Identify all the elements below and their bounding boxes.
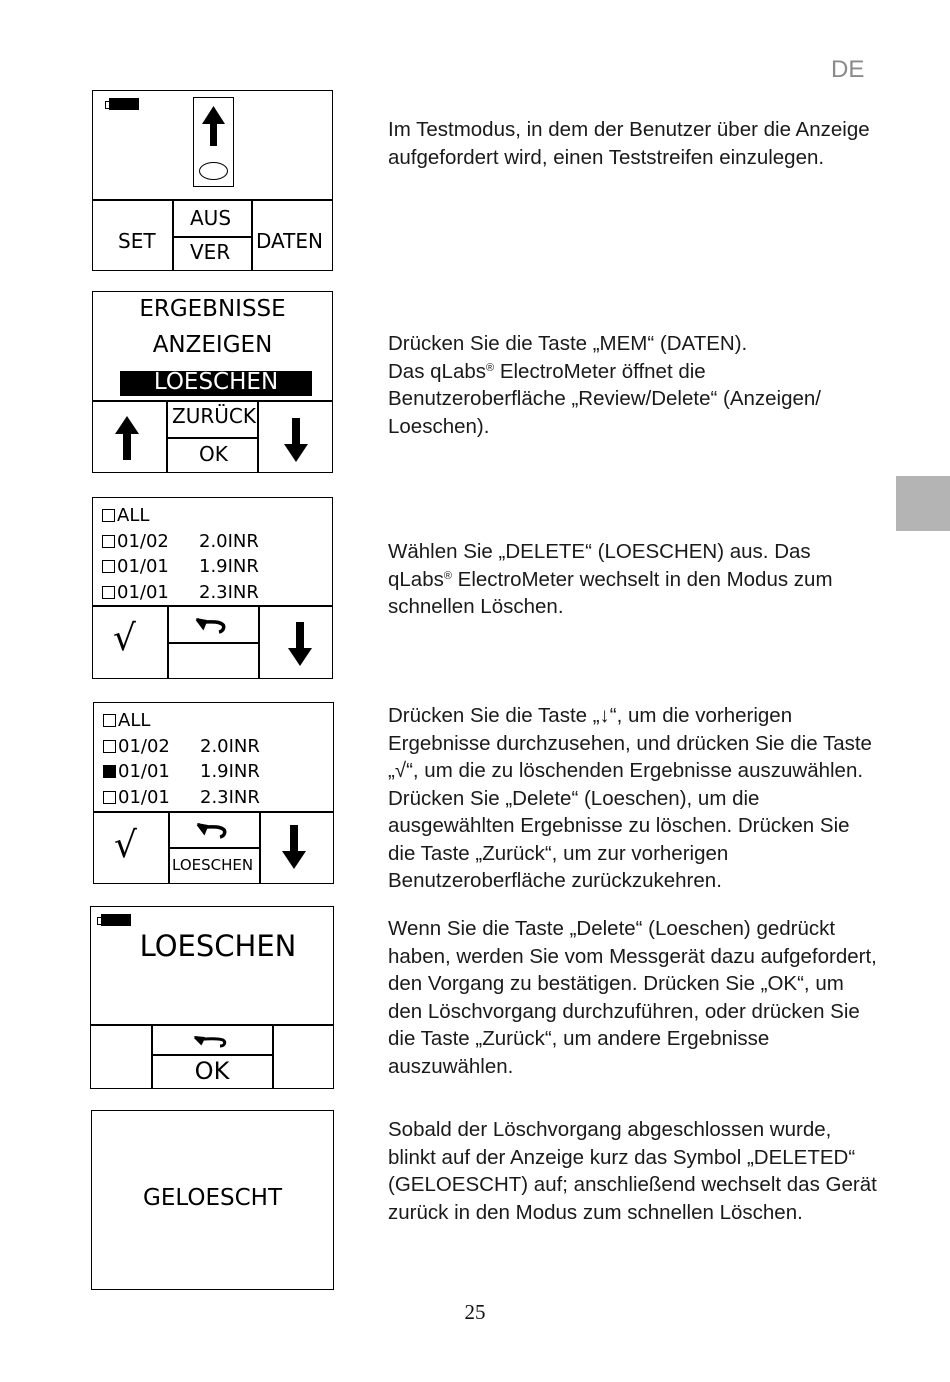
menu-item-ergebnisse: ERGEBNISSE — [139, 296, 286, 322]
screen-review-delete — [92, 291, 333, 473]
list-item: 01/02 2.0INR — [103, 736, 170, 757]
section-tab-marker — [896, 476, 950, 531]
softkey-aus: AUS — [190, 206, 232, 230]
menu-item-loeschen: LOESCHEN — [153, 369, 279, 395]
list-item: 01/01 2.3INR — [102, 582, 169, 603]
checkbox-checked-icon — [103, 765, 116, 778]
softkey-ok: OK — [199, 442, 228, 466]
checkbox-icon — [103, 740, 116, 753]
checkbox-icon — [102, 586, 115, 599]
strip-slot-oval — [199, 162, 228, 180]
checkmark-icon: √ — [113, 618, 136, 659]
checkbox-icon — [103, 714, 116, 727]
back-arrow-icon — [194, 819, 230, 841]
screen-deleted — [91, 1110, 334, 1290]
list-item: 01/01 1.9INR — [102, 556, 169, 577]
battery-icon — [109, 98, 139, 110]
page-number: 25 — [464, 1300, 486, 1324]
checkbox-icon — [102, 509, 115, 522]
arrow-down-icon — [274, 823, 314, 873]
back-arrow-icon — [191, 1032, 231, 1050]
test-strip-icon — [193, 97, 234, 187]
softkey-ok: OK — [194, 1057, 230, 1085]
list-item: 01/02 2.0INR — [102, 531, 169, 552]
list-item-all: ALL — [103, 710, 150, 731]
paragraph-browse-select: Drücken Sie die Taste „↓“, um die vorherigen Ergebnisse durchzusehen, und drücken Sie die Taste „√“, um die zu löschenden Ergebnisse auszuwählen. Drücken Sie „Delete“ (Loeschen), um die ausgewählten Ergebnisse zu löschen. Drücken Sie die Taste „Zurück“, um zur vorherigen Benutzeroberfläche zurückzukehren. — [388, 704, 872, 892]
paragraph-select-delete: Wählen Sie „DELETE“ (LOESCHEN) aus. Das qLabs® ElectroMeter wechselt in den Modus zum schnellen Löschen. — [388, 540, 833, 618]
paragraph-test-mode: Im Testmodus, in dem der Benutzer über die Anzeige aufgefordert wird, einen Teststreifen einzulegen. — [388, 118, 870, 169]
list-item-all: ALL — [102, 505, 149, 526]
checkbox-icon — [102, 535, 115, 548]
checkbox-icon — [102, 560, 115, 573]
language-label: DE — [831, 56, 865, 83]
paragraph-deleted: Sobald der Löschvorgang abgeschlossen wurde, blinkt auf der Anzeige kurz das Symbol „DELETED“ (GELOESCHT) auf; anschließend wechselt das Gerät zurück in den Modus zum schnellen Löschen. — [388, 1118, 877, 1224]
screen-select-results — [93, 702, 334, 884]
checkmark-icon: √ — [114, 825, 137, 866]
softkey-set: SET — [118, 229, 156, 253]
list-item: 01/01 2.3INR — [103, 787, 170, 808]
paragraph-mem-key: Drücken Sie die Taste „MEM“ (DATEN). Das qLabs® ElectroMeter öffnet die Benutzeroberfläche „Review/Delete“ (Anzeigen/ Loeschen). — [388, 332, 822, 438]
screen-quick-delete — [92, 497, 333, 679]
confirm-title: LOESCHEN — [139, 929, 297, 963]
battery-icon — [101, 914, 131, 926]
softkey-ver: VER — [190, 240, 231, 264]
screen-confirm-delete — [90, 906, 334, 1089]
list-item-selected: 01/01 1.9INR — [103, 761, 170, 782]
softkey-daten: DATEN — [256, 229, 323, 253]
paragraph-confirm: Wenn Sie die Taste „Delete“ (Loeschen) gedrückt haben, werden Sie vom Messgerät dazu aufgefordert, den Vorgang zu bestätigen. Drücken Sie „OK“, um den Löschvorgang durchzuführen, oder drücken Sie die Taste „Zurück“, um andere Ergebnisse auszuwählen. — [388, 917, 877, 1078]
arrow-up-icon — [193, 102, 234, 162]
arrow-down-icon — [276, 416, 316, 466]
checkbox-icon — [103, 791, 116, 804]
arrow-up-icon — [108, 414, 148, 464]
softkey-zurueck: ZURÜCK — [172, 404, 256, 428]
softkey-loeschen: LOESCHEN — [172, 856, 254, 874]
deleted-message: GELOESCHT — [143, 1185, 282, 1211]
screen-test-mode — [92, 90, 333, 271]
arrow-down-icon — [280, 620, 320, 670]
menu-item-anzeigen: ANZEIGEN — [152, 332, 273, 358]
back-arrow-icon — [193, 614, 229, 636]
